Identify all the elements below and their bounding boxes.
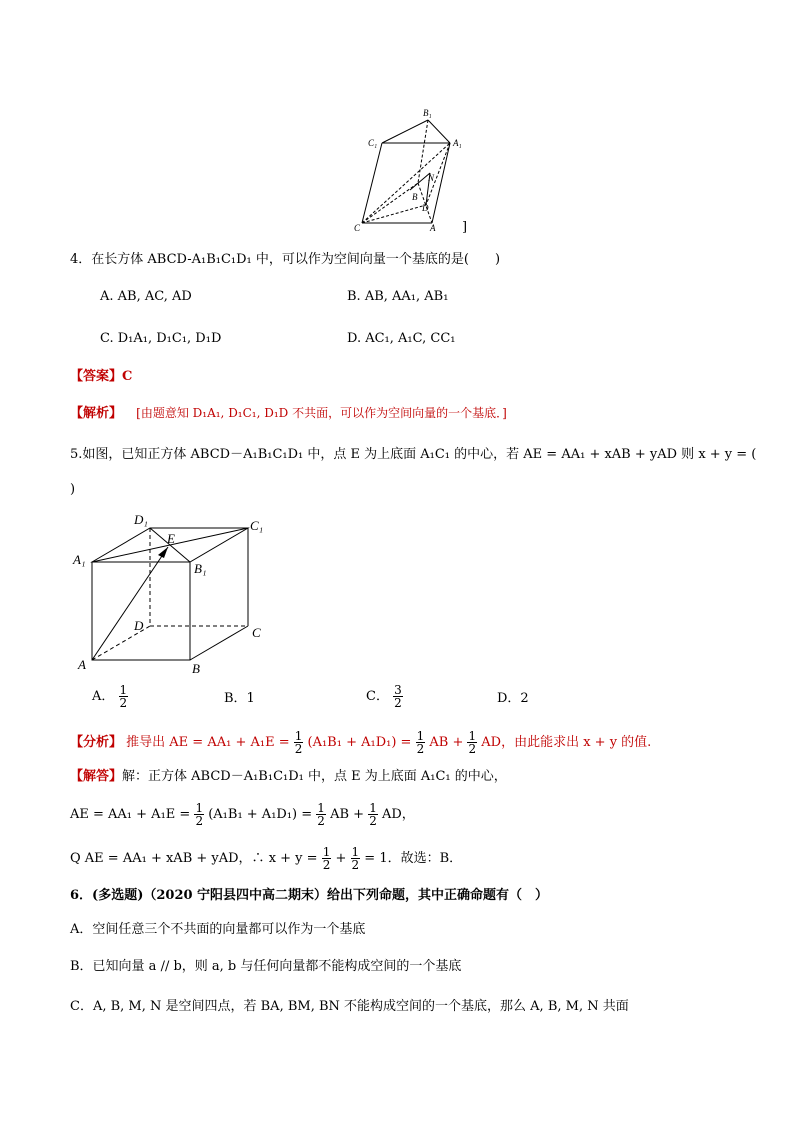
option-c-label: C． xyxy=(366,689,389,704)
frac-num: 1 xyxy=(294,729,303,743)
jieda-part-d: AD， xyxy=(381,807,415,822)
frac-num: 3 xyxy=(394,683,402,697)
jieda-part-c: = 1．故选：B． xyxy=(364,851,463,866)
frac-half xyxy=(368,802,378,827)
frac-half xyxy=(416,730,426,755)
label-B1: B₁ xyxy=(194,561,207,576)
frac-den: 2 xyxy=(468,742,477,756)
q5-option-a xyxy=(92,684,128,709)
frac-den: 2 xyxy=(294,742,303,756)
jieda-part-c: AB + xyxy=(330,807,365,822)
analysis-text: [由题意知 D₁A₁, D₁C₁, D₁D 不共面，可以作为空间向量的一个基底．] xyxy=(136,406,507,420)
q5-jieda-line2 xyxy=(70,802,415,827)
fenxi-part-c: AB + xyxy=(429,735,464,750)
frac-num: 1 xyxy=(317,801,325,815)
frac-den: 2 xyxy=(119,696,128,710)
fenxi-part-a: 推导出 AE = AA₁ + A₁E = xyxy=(126,735,290,750)
frac-half xyxy=(294,730,304,755)
jieda-text: 解：正方体 ABCD－A₁B₁C₁D₁ 中，点 E 为上底面 A₁C₁ 的中心， xyxy=(122,769,507,784)
label-B: B xyxy=(412,192,418,202)
frac-den: 2 xyxy=(195,814,204,828)
q5-stem-line1: 5.如图，已知正方体 ABCD－A₁B₁C₁D₁ 中，点 E 为上底面 A₁C₁ 的中心，若 AE = AA₁ + xAB + yAD 则 x + y = ( xyxy=(70,447,757,462)
label-D1: D₁ xyxy=(134,512,148,527)
frac-num: 1 xyxy=(468,729,477,743)
label-C: C xyxy=(252,625,261,640)
figure-bracket: ] xyxy=(462,220,468,235)
label-A: A xyxy=(78,657,86,672)
q6-stem: 6．(多选题)（2020 宁阳县四中高二期末）给出下列命题，其中正确命题有（ ） xyxy=(70,888,549,903)
fenxi-part-d: AD，由此能求出 x + y 的值. xyxy=(481,735,652,750)
q5-jieda-line1 xyxy=(70,768,507,786)
label-A: A xyxy=(430,223,436,233)
frac-half xyxy=(194,802,204,827)
label-A1: A₁ xyxy=(453,138,462,148)
frac-num: 1 xyxy=(195,801,204,815)
q4-option-b: B. AB, AA₁, AB₁ xyxy=(347,289,449,304)
frac-den: 2 xyxy=(322,858,331,872)
analysis-tag: 【解析】 xyxy=(70,406,123,421)
q4-analysis xyxy=(70,404,507,423)
q4-option-a: A. AB, AC, AD xyxy=(100,289,192,304)
fenxi-tag: 【分析】 xyxy=(70,735,123,750)
prism-figure xyxy=(350,105,480,235)
q4-option-d: D. AC₁, A₁C, CC₁ xyxy=(347,331,456,346)
cube-figure xyxy=(70,508,280,683)
label-D: D xyxy=(422,203,429,213)
frac-den: 2 xyxy=(394,696,402,710)
frac-half xyxy=(322,846,332,871)
frac-den: 2 xyxy=(416,742,425,756)
frac-half xyxy=(467,730,477,755)
label-C: C xyxy=(354,223,361,233)
label-B1: B₁ xyxy=(423,108,432,118)
answer-value: C xyxy=(122,369,133,384)
label-A1: A₁ xyxy=(73,552,86,567)
q4-stem: 4．在长方体 ABCD-A₁B₁C₁D₁ 中，可以作为空间向量一个基底的是( ) xyxy=(70,252,501,267)
q5-fenxi xyxy=(70,730,651,755)
frac-half xyxy=(316,802,326,827)
label-B: B xyxy=(192,661,200,676)
q5-stem-line2: ) xyxy=(70,482,76,497)
q6-option-b: B．已知向量 a // b，则 a, b 与任何向量都不能构成空间的一个基底 xyxy=(70,959,462,974)
frac-den: 2 xyxy=(369,814,377,828)
label-N: N xyxy=(428,173,435,183)
q4-option-c: C. D₁A₁, D₁C₁, D₁D xyxy=(100,331,222,346)
q5-option-d: D．2 xyxy=(497,691,529,706)
jieda-part-a: AE = AA₁ + A₁E = xyxy=(70,807,191,822)
jieda-tag: 【解答】 xyxy=(70,769,123,784)
frac-num: 1 xyxy=(416,729,425,743)
jieda-part-b: + xyxy=(335,851,347,866)
frac-den: 2 xyxy=(317,814,325,828)
q5-jieda-line3 xyxy=(70,846,462,871)
label-E: E xyxy=(167,531,175,546)
q5-option-c xyxy=(366,684,403,709)
q6-option-c: C．A, B, M, N 是空间四点，若 BA, BM, BN 不能构成空间的一个基底，那么 A, B, M, N 共面 xyxy=(70,999,629,1014)
q6-option-a: A．空间任意三个不共面的向量都可以作为一个基底 xyxy=(70,922,366,937)
option-a-label: A． xyxy=(92,689,115,704)
frac-num: 1 xyxy=(369,801,377,815)
frac-num: 1 xyxy=(119,683,128,697)
frac-half xyxy=(351,846,361,871)
option-a-fraction xyxy=(119,684,129,709)
frac-num: 1 xyxy=(351,845,360,859)
label-C1: C₁ xyxy=(368,138,378,148)
frac-den: 2 xyxy=(351,858,360,872)
option-c-fraction xyxy=(393,684,403,709)
label-C1: C₁ xyxy=(250,518,264,533)
q5-option-b: B．1 xyxy=(224,691,255,706)
jieda-part-b: (A₁B₁ + A₁D₁) = xyxy=(208,807,313,822)
answer-tag: 【答案】 xyxy=(70,369,123,384)
label-D: D xyxy=(134,618,144,633)
frac-num: 1 xyxy=(322,845,331,859)
jieda-part-a: Q AE = AA₁ + xAB + yAD，∴ x + y = xyxy=(70,851,318,866)
fenxi-part-b: (A₁B₁ + A₁D₁) = xyxy=(307,735,412,750)
q4-answer xyxy=(70,368,132,386)
